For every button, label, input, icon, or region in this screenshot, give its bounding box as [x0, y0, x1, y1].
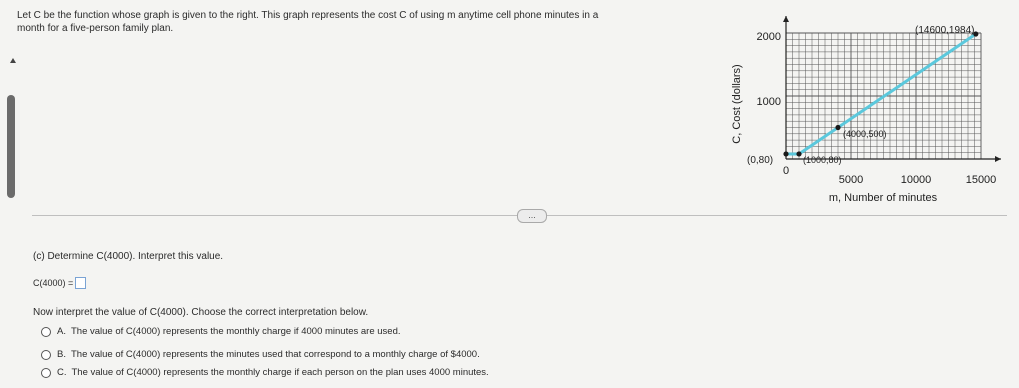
data-point	[835, 125, 840, 130]
option-b-letter: B.	[57, 349, 66, 360]
y-tick-2000: 2000	[756, 31, 781, 43]
point-label-origin: (0,80)	[747, 155, 774, 166]
data-point	[796, 151, 801, 156]
y-axis-label: C, Cost (dollars)	[731, 64, 743, 144]
answer-row	[33, 277, 86, 289]
option-c[interactable]	[41, 367, 489, 378]
x-axis-arrow-icon	[995, 156, 1001, 162]
problem-statement	[17, 9, 707, 35]
point-label-4000: (4000,500)	[843, 129, 887, 139]
x-tick-5000: 5000	[838, 174, 864, 186]
point-label-14600: (14600,1984)	[915, 25, 975, 36]
option-a[interactable]	[41, 326, 401, 337]
scroll-up-icon[interactable]	[10, 58, 16, 63]
problem-line-1: Let C be the function whose graph is given to the right. This graph represents the cost C of using m anytime cell phone minutes in a	[17, 10, 599, 21]
y-tick-1000: 1000	[756, 96, 781, 108]
option-c-text: The value of C(4000) represents the monthly charge if each person on the plan uses 4000 minutes.	[71, 367, 489, 378]
radio-a[interactable]	[41, 327, 51, 337]
cost-graph	[705, 12, 1005, 207]
x-axis-label: m, Number of minutes	[828, 192, 938, 204]
option-a-letter: A.	[57, 326, 66, 337]
scrollbar-thumb[interactable]	[7, 95, 15, 198]
x-tick-0: 0	[782, 165, 790, 177]
option-c-letter: C.	[57, 367, 67, 378]
problem-line-2: month for a five-person family plan.	[17, 23, 174, 34]
more-options-button[interactable]: ...	[517, 209, 547, 223]
radio-c[interactable]	[41, 368, 51, 378]
radio-b[interactable]	[41, 350, 51, 360]
y-axis-arrow-icon	[783, 16, 789, 22]
x-tick-15000: 15000	[965, 174, 997, 186]
point-label-1000: (1000,80)	[803, 155, 842, 165]
part-c-label: (c) Determine C(4000). Interpret this value.	[33, 251, 224, 262]
option-b-text: The value of C(4000) represents the minutes used that correspond to a monthly charge of $4000.	[70, 349, 480, 360]
option-a-text: The value of C(4000) represents the monthly charge if 4000 minutes are used.	[70, 326, 401, 337]
interpret-prompt: Now interpret the value of C(4000). Choose the correct interpretation below.	[33, 307, 369, 318]
x-tick-10000: 10000	[900, 174, 932, 186]
answer-prefix: C(4000) =	[33, 278, 74, 288]
data-point	[783, 151, 788, 156]
answer-input[interactable]	[75, 277, 86, 289]
option-b[interactable]	[41, 349, 480, 360]
